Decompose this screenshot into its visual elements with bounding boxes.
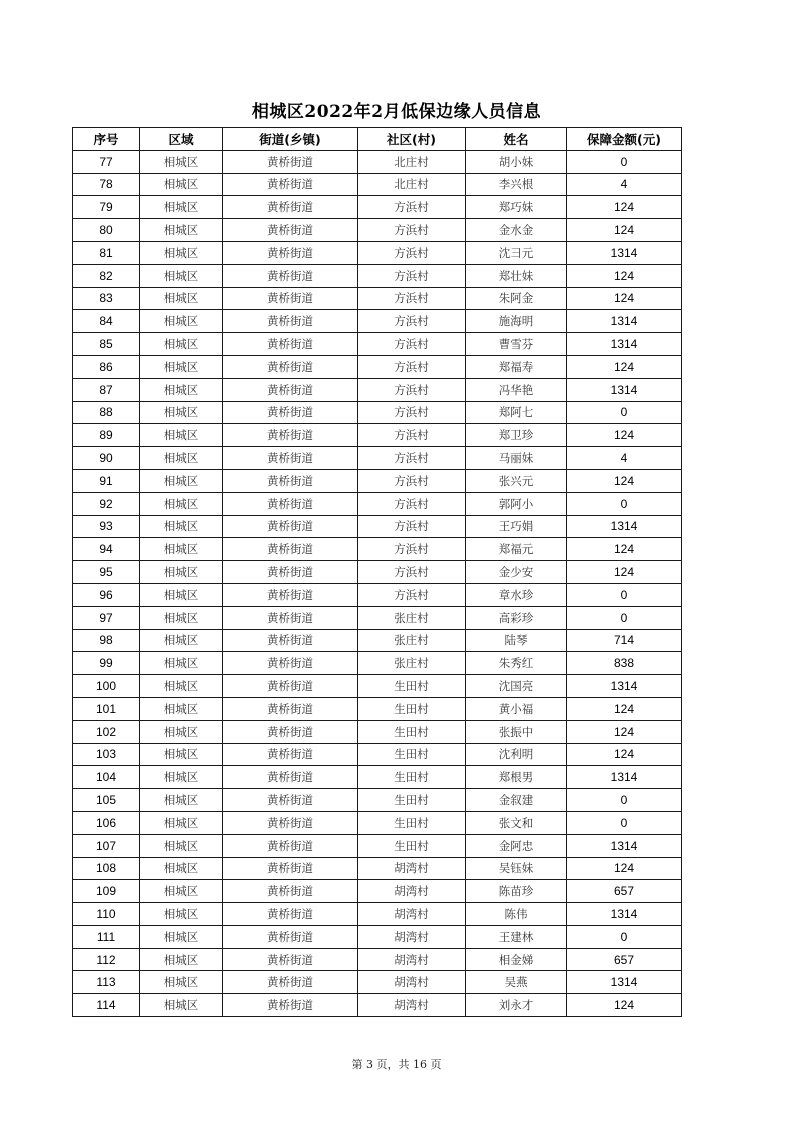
cell-name: 曹雪芬 bbox=[466, 333, 567, 356]
page-footer: 第 3 页，共 16 页 bbox=[351, 1058, 442, 1071]
table-row bbox=[73, 287, 682, 310]
cell-amount: 1314 bbox=[567, 766, 682, 789]
cell-village: 生田村 bbox=[358, 743, 466, 766]
cell-amount: 124 bbox=[567, 743, 682, 766]
cell-name: 陈苗珍 bbox=[466, 880, 567, 903]
cell-amount: 124 bbox=[567, 196, 682, 219]
cell-street: 黄桥街道 bbox=[223, 925, 358, 948]
cell-district: 相城区 bbox=[140, 903, 223, 926]
cell-serial-no: 95 bbox=[73, 561, 140, 584]
cell-serial-no: 103 bbox=[73, 743, 140, 766]
cell-street: 黄桥街道 bbox=[223, 629, 358, 652]
cell-serial-no: 94 bbox=[73, 538, 140, 561]
cell-village: 北庄村 bbox=[358, 173, 466, 196]
table-row bbox=[73, 697, 682, 720]
table-row bbox=[73, 789, 682, 812]
cell-amount: 657 bbox=[567, 880, 682, 903]
cell-serial-no: 108 bbox=[73, 857, 140, 880]
cell-district: 相城区 bbox=[140, 971, 223, 994]
header-name: 姓名 bbox=[466, 128, 567, 151]
cell-street: 黄桥街道 bbox=[223, 561, 358, 584]
cell-village: 方浜村 bbox=[358, 538, 466, 561]
cell-name: 沈彐元 bbox=[466, 241, 567, 264]
cell-serial-no: 99 bbox=[73, 652, 140, 675]
cell-amount: 124 bbox=[567, 720, 682, 743]
cell-district: 相城区 bbox=[140, 333, 223, 356]
cell-name: 陆琴 bbox=[466, 629, 567, 652]
table-row bbox=[73, 219, 682, 242]
table-row bbox=[73, 675, 682, 698]
cell-serial-no: 114 bbox=[73, 994, 140, 1017]
cell-serial-no: 80 bbox=[73, 219, 140, 242]
cell-district: 相城区 bbox=[140, 743, 223, 766]
table-row bbox=[73, 629, 682, 652]
table-row bbox=[73, 994, 682, 1017]
table-row bbox=[73, 355, 682, 378]
cell-name: 沈利明 bbox=[466, 743, 567, 766]
cell-village: 方浜村 bbox=[358, 333, 466, 356]
cell-serial-no: 113 bbox=[73, 971, 140, 994]
cell-district: 相城区 bbox=[140, 834, 223, 857]
cell-serial-no: 83 bbox=[73, 287, 140, 310]
cell-district: 相城区 bbox=[140, 789, 223, 812]
cell-village: 方浜村 bbox=[358, 287, 466, 310]
table-row bbox=[73, 150, 682, 173]
cell-serial-no: 98 bbox=[73, 629, 140, 652]
cell-street: 黄桥街道 bbox=[223, 948, 358, 971]
cell-district: 相城区 bbox=[140, 880, 223, 903]
cell-amount: 4 bbox=[567, 447, 682, 470]
cell-name: 郑福寿 bbox=[466, 355, 567, 378]
cell-district: 相城区 bbox=[140, 652, 223, 675]
cell-amount: 714 bbox=[567, 629, 682, 652]
cell-street: 黄桥街道 bbox=[223, 880, 358, 903]
cell-village: 方浜村 bbox=[358, 241, 466, 264]
table-row bbox=[73, 173, 682, 196]
table-row bbox=[73, 378, 682, 401]
cell-name: 王建林 bbox=[466, 925, 567, 948]
cell-district: 相城区 bbox=[140, 173, 223, 196]
cell-district: 相城区 bbox=[140, 401, 223, 424]
cell-serial-no: 86 bbox=[73, 355, 140, 378]
cell-village: 生田村 bbox=[358, 789, 466, 812]
cell-village: 方浜村 bbox=[358, 447, 466, 470]
cell-street: 黄桥街道 bbox=[223, 834, 358, 857]
cell-district: 相城区 bbox=[140, 675, 223, 698]
table-row bbox=[73, 925, 682, 948]
cell-amount: 4 bbox=[567, 173, 682, 196]
cell-street: 黄桥街道 bbox=[223, 424, 358, 447]
table-row bbox=[73, 310, 682, 333]
cell-street: 黄桥街道 bbox=[223, 811, 358, 834]
cell-name: 施海明 bbox=[466, 310, 567, 333]
cell-name: 朱阿金 bbox=[466, 287, 567, 310]
cell-amount: 0 bbox=[567, 492, 682, 515]
cell-amount: 0 bbox=[567, 583, 682, 606]
cell-amount: 124 bbox=[567, 538, 682, 561]
cell-name: 沈国亮 bbox=[466, 675, 567, 698]
cell-village: 方浜村 bbox=[358, 401, 466, 424]
cell-name: 马丽妹 bbox=[466, 447, 567, 470]
cell-street: 黄桥街道 bbox=[223, 333, 358, 356]
table-row bbox=[73, 880, 682, 903]
cell-name: 郑福元 bbox=[466, 538, 567, 561]
cell-village: 胡湾村 bbox=[358, 880, 466, 903]
cell-street: 黄桥街道 bbox=[223, 264, 358, 287]
cell-village: 生田村 bbox=[358, 675, 466, 698]
cell-amount: 124 bbox=[567, 994, 682, 1017]
header-street: 街道(乡镇) bbox=[223, 128, 358, 151]
cell-amount: 1314 bbox=[567, 834, 682, 857]
cell-district: 相城区 bbox=[140, 925, 223, 948]
table-row bbox=[73, 447, 682, 470]
cell-district: 相城区 bbox=[140, 697, 223, 720]
cell-district: 相城区 bbox=[140, 264, 223, 287]
cell-district: 相城区 bbox=[140, 150, 223, 173]
cell-street: 黄桥街道 bbox=[223, 241, 358, 264]
cell-serial-no: 101 bbox=[73, 697, 140, 720]
cell-district: 相城区 bbox=[140, 538, 223, 561]
cell-name: 金少安 bbox=[466, 561, 567, 584]
header-district: 区域 bbox=[140, 128, 223, 151]
cell-serial-no: 107 bbox=[73, 834, 140, 857]
cell-street: 黄桥街道 bbox=[223, 903, 358, 926]
cell-street: 黄桥街道 bbox=[223, 697, 358, 720]
cell-amount: 0 bbox=[567, 150, 682, 173]
table-row bbox=[73, 948, 682, 971]
cell-name: 张文和 bbox=[466, 811, 567, 834]
table-row bbox=[73, 424, 682, 447]
cell-street: 黄桥街道 bbox=[223, 150, 358, 173]
cell-amount: 124 bbox=[567, 264, 682, 287]
cell-village: 方浜村 bbox=[358, 264, 466, 287]
cell-street: 黄桥街道 bbox=[223, 355, 358, 378]
table-body bbox=[73, 150, 682, 1016]
cell-amount: 1314 bbox=[567, 675, 682, 698]
cell-village: 生田村 bbox=[358, 697, 466, 720]
cell-village: 生田村 bbox=[358, 720, 466, 743]
cell-amount: 1314 bbox=[567, 515, 682, 538]
cell-district: 相城区 bbox=[140, 469, 223, 492]
table-row bbox=[73, 652, 682, 675]
cell-serial-no: 105 bbox=[73, 789, 140, 812]
table-row bbox=[73, 720, 682, 743]
cell-name: 郑卫珍 bbox=[466, 424, 567, 447]
cell-district: 相城区 bbox=[140, 241, 223, 264]
cell-street: 黄桥街道 bbox=[223, 743, 358, 766]
cell-amount: 0 bbox=[567, 925, 682, 948]
cell-village: 方浜村 bbox=[358, 310, 466, 333]
cell-district: 相城区 bbox=[140, 447, 223, 470]
table-row bbox=[73, 971, 682, 994]
cell-serial-no: 110 bbox=[73, 903, 140, 926]
cell-street: 黄桥街道 bbox=[223, 857, 358, 880]
cell-serial-no: 81 bbox=[73, 241, 140, 264]
cell-serial-no: 79 bbox=[73, 196, 140, 219]
cell-name: 胡小妹 bbox=[466, 150, 567, 173]
table-row bbox=[73, 811, 682, 834]
cell-street: 黄桥街道 bbox=[223, 652, 358, 675]
table-row bbox=[73, 241, 682, 264]
cell-village: 生田村 bbox=[358, 766, 466, 789]
cell-district: 相城区 bbox=[140, 561, 223, 584]
cell-serial-no: 91 bbox=[73, 469, 140, 492]
cell-serial-no: 90 bbox=[73, 447, 140, 470]
cell-district: 相城区 bbox=[140, 948, 223, 971]
cell-district: 相城区 bbox=[140, 857, 223, 880]
cell-serial-no: 93 bbox=[73, 515, 140, 538]
cell-amount: 124 bbox=[567, 424, 682, 447]
cell-name: 金叙建 bbox=[466, 789, 567, 812]
cell-village: 方浜村 bbox=[358, 355, 466, 378]
cell-street: 黄桥街道 bbox=[223, 789, 358, 812]
cell-village: 张庄村 bbox=[358, 629, 466, 652]
cell-amount: 0 bbox=[567, 606, 682, 629]
cell-district: 相城区 bbox=[140, 515, 223, 538]
table-row bbox=[73, 401, 682, 424]
cell-serial-no: 77 bbox=[73, 150, 140, 173]
cell-street: 黄桥街道 bbox=[223, 310, 358, 333]
cell-street: 黄桥街道 bbox=[223, 401, 358, 424]
cell-name: 金阿忠 bbox=[466, 834, 567, 857]
cell-district: 相城区 bbox=[140, 629, 223, 652]
cell-village: 方浜村 bbox=[358, 378, 466, 401]
table-header-row bbox=[73, 128, 682, 151]
cell-street: 黄桥街道 bbox=[223, 378, 358, 401]
cell-district: 相城区 bbox=[140, 994, 223, 1017]
cell-name: 郑根男 bbox=[466, 766, 567, 789]
cell-district: 相城区 bbox=[140, 766, 223, 789]
cell-serial-no: 89 bbox=[73, 424, 140, 447]
cell-village: 胡湾村 bbox=[358, 948, 466, 971]
cell-district: 相城区 bbox=[140, 378, 223, 401]
cell-amount: 1314 bbox=[567, 333, 682, 356]
cell-street: 黄桥街道 bbox=[223, 675, 358, 698]
cell-village: 张庄村 bbox=[358, 606, 466, 629]
table-row bbox=[73, 903, 682, 926]
cell-amount: 1314 bbox=[567, 903, 682, 926]
cell-name: 高彩珍 bbox=[466, 606, 567, 629]
cell-amount: 0 bbox=[567, 401, 682, 424]
beneficiary-table bbox=[72, 127, 682, 1017]
table-row bbox=[73, 766, 682, 789]
cell-name: 冯华艳 bbox=[466, 378, 567, 401]
cell-name: 王巧娟 bbox=[466, 515, 567, 538]
cell-amount: 124 bbox=[567, 561, 682, 584]
cell-name: 张振中 bbox=[466, 720, 567, 743]
cell-amount: 124 bbox=[567, 469, 682, 492]
cell-serial-no: 85 bbox=[73, 333, 140, 356]
table-row bbox=[73, 333, 682, 356]
cell-serial-no: 106 bbox=[73, 811, 140, 834]
table-row bbox=[73, 515, 682, 538]
table-row bbox=[73, 469, 682, 492]
cell-name: 朱秀红 bbox=[466, 652, 567, 675]
cell-street: 黄桥街道 bbox=[223, 538, 358, 561]
cell-name: 李兴根 bbox=[466, 173, 567, 196]
cell-amount: 1314 bbox=[567, 378, 682, 401]
cell-street: 黄桥街道 bbox=[223, 994, 358, 1017]
cell-village: 方浜村 bbox=[358, 492, 466, 515]
table-row bbox=[73, 492, 682, 515]
cell-amount: 1314 bbox=[567, 241, 682, 264]
cell-village: 张庄村 bbox=[358, 652, 466, 675]
cell-serial-no: 82 bbox=[73, 264, 140, 287]
cell-street: 黄桥街道 bbox=[223, 583, 358, 606]
cell-name: 吴燕 bbox=[466, 971, 567, 994]
table-row bbox=[73, 743, 682, 766]
cell-amount: 124 bbox=[567, 697, 682, 720]
cell-serial-no: 84 bbox=[73, 310, 140, 333]
cell-street: 黄桥街道 bbox=[223, 515, 358, 538]
cell-serial-no: 112 bbox=[73, 948, 140, 971]
cell-district: 相城区 bbox=[140, 606, 223, 629]
cell-street: 黄桥街道 bbox=[223, 287, 358, 310]
cell-serial-no: 92 bbox=[73, 492, 140, 515]
cell-village: 方浜村 bbox=[358, 469, 466, 492]
cell-village: 方浜村 bbox=[358, 561, 466, 584]
cell-district: 相城区 bbox=[140, 196, 223, 219]
table-row bbox=[73, 538, 682, 561]
cell-name: 郑阿七 bbox=[466, 401, 567, 424]
table-row bbox=[73, 196, 682, 219]
cell-village: 胡湾村 bbox=[358, 857, 466, 880]
cell-amount: 838 bbox=[567, 652, 682, 675]
cell-serial-no: 87 bbox=[73, 378, 140, 401]
cell-serial-no: 111 bbox=[73, 925, 140, 948]
cell-name: 金水金 bbox=[466, 219, 567, 242]
cell-district: 相城区 bbox=[140, 287, 223, 310]
cell-district: 相城区 bbox=[140, 424, 223, 447]
cell-serial-no: 102 bbox=[73, 720, 140, 743]
cell-district: 相城区 bbox=[140, 492, 223, 515]
cell-serial-no: 78 bbox=[73, 173, 140, 196]
cell-street: 黄桥街道 bbox=[223, 492, 358, 515]
cell-district: 相城区 bbox=[140, 310, 223, 333]
cell-village: 胡湾村 bbox=[358, 971, 466, 994]
cell-name: 章水珍 bbox=[466, 583, 567, 606]
cell-serial-no: 97 bbox=[73, 606, 140, 629]
table-row bbox=[73, 857, 682, 880]
cell-village: 方浜村 bbox=[358, 583, 466, 606]
cell-serial-no: 109 bbox=[73, 880, 140, 903]
cell-amount: 124 bbox=[567, 857, 682, 880]
cell-village: 方浜村 bbox=[358, 424, 466, 447]
cell-village: 生田村 bbox=[358, 834, 466, 857]
cell-amount: 657 bbox=[567, 948, 682, 971]
header-amount: 保障金额(元) bbox=[567, 128, 682, 151]
cell-village: 方浜村 bbox=[358, 196, 466, 219]
cell-name: 郭阿小 bbox=[466, 492, 567, 515]
table-row bbox=[73, 561, 682, 584]
cell-village: 胡湾村 bbox=[358, 903, 466, 926]
cell-amount: 124 bbox=[567, 287, 682, 310]
cell-street: 黄桥街道 bbox=[223, 173, 358, 196]
cell-street: 黄桥街道 bbox=[223, 720, 358, 743]
cell-village: 胡湾村 bbox=[358, 994, 466, 1017]
cell-district: 相城区 bbox=[140, 720, 223, 743]
cell-amount: 124 bbox=[567, 219, 682, 242]
cell-amount: 1314 bbox=[567, 971, 682, 994]
cell-street: 黄桥街道 bbox=[223, 971, 358, 994]
cell-name: 郑巧妹 bbox=[466, 196, 567, 219]
cell-name: 刘永才 bbox=[466, 994, 567, 1017]
table-row bbox=[73, 606, 682, 629]
cell-street: 黄桥街道 bbox=[223, 219, 358, 242]
header-village: 社区(村) bbox=[358, 128, 466, 151]
cell-district: 相城区 bbox=[140, 219, 223, 242]
cell-street: 黄桥街道 bbox=[223, 766, 358, 789]
document-title: 相城区2022年2月低保边缘人员信息 bbox=[251, 102, 542, 122]
cell-street: 黄桥街道 bbox=[223, 447, 358, 470]
cell-district: 相城区 bbox=[140, 583, 223, 606]
cell-district: 相城区 bbox=[140, 811, 223, 834]
cell-street: 黄桥街道 bbox=[223, 196, 358, 219]
cell-district: 相城区 bbox=[140, 355, 223, 378]
cell-village: 方浜村 bbox=[358, 219, 466, 242]
cell-street: 黄桥街道 bbox=[223, 469, 358, 492]
cell-serial-no: 104 bbox=[73, 766, 140, 789]
cell-serial-no: 100 bbox=[73, 675, 140, 698]
cell-amount: 124 bbox=[567, 355, 682, 378]
cell-name: 陈伟 bbox=[466, 903, 567, 926]
cell-amount: 1314 bbox=[567, 310, 682, 333]
cell-name: 黄小福 bbox=[466, 697, 567, 720]
table-row bbox=[73, 583, 682, 606]
cell-village: 北庄村 bbox=[358, 150, 466, 173]
cell-serial-no: 88 bbox=[73, 401, 140, 424]
cell-name: 相金娣 bbox=[466, 948, 567, 971]
cell-village: 胡湾村 bbox=[358, 925, 466, 948]
cell-name: 吴钰妹 bbox=[466, 857, 567, 880]
table-row bbox=[73, 834, 682, 857]
cell-village: 生田村 bbox=[358, 811, 466, 834]
cell-serial-no: 96 bbox=[73, 583, 140, 606]
cell-name: 张兴元 bbox=[466, 469, 567, 492]
cell-amount: 0 bbox=[567, 789, 682, 812]
table-row bbox=[73, 264, 682, 287]
cell-street: 黄桥街道 bbox=[223, 606, 358, 629]
cell-village: 方浜村 bbox=[358, 515, 466, 538]
header-serial-no: 序号 bbox=[73, 128, 140, 151]
cell-amount: 0 bbox=[567, 811, 682, 834]
cell-name: 郑壮妹 bbox=[466, 264, 567, 287]
